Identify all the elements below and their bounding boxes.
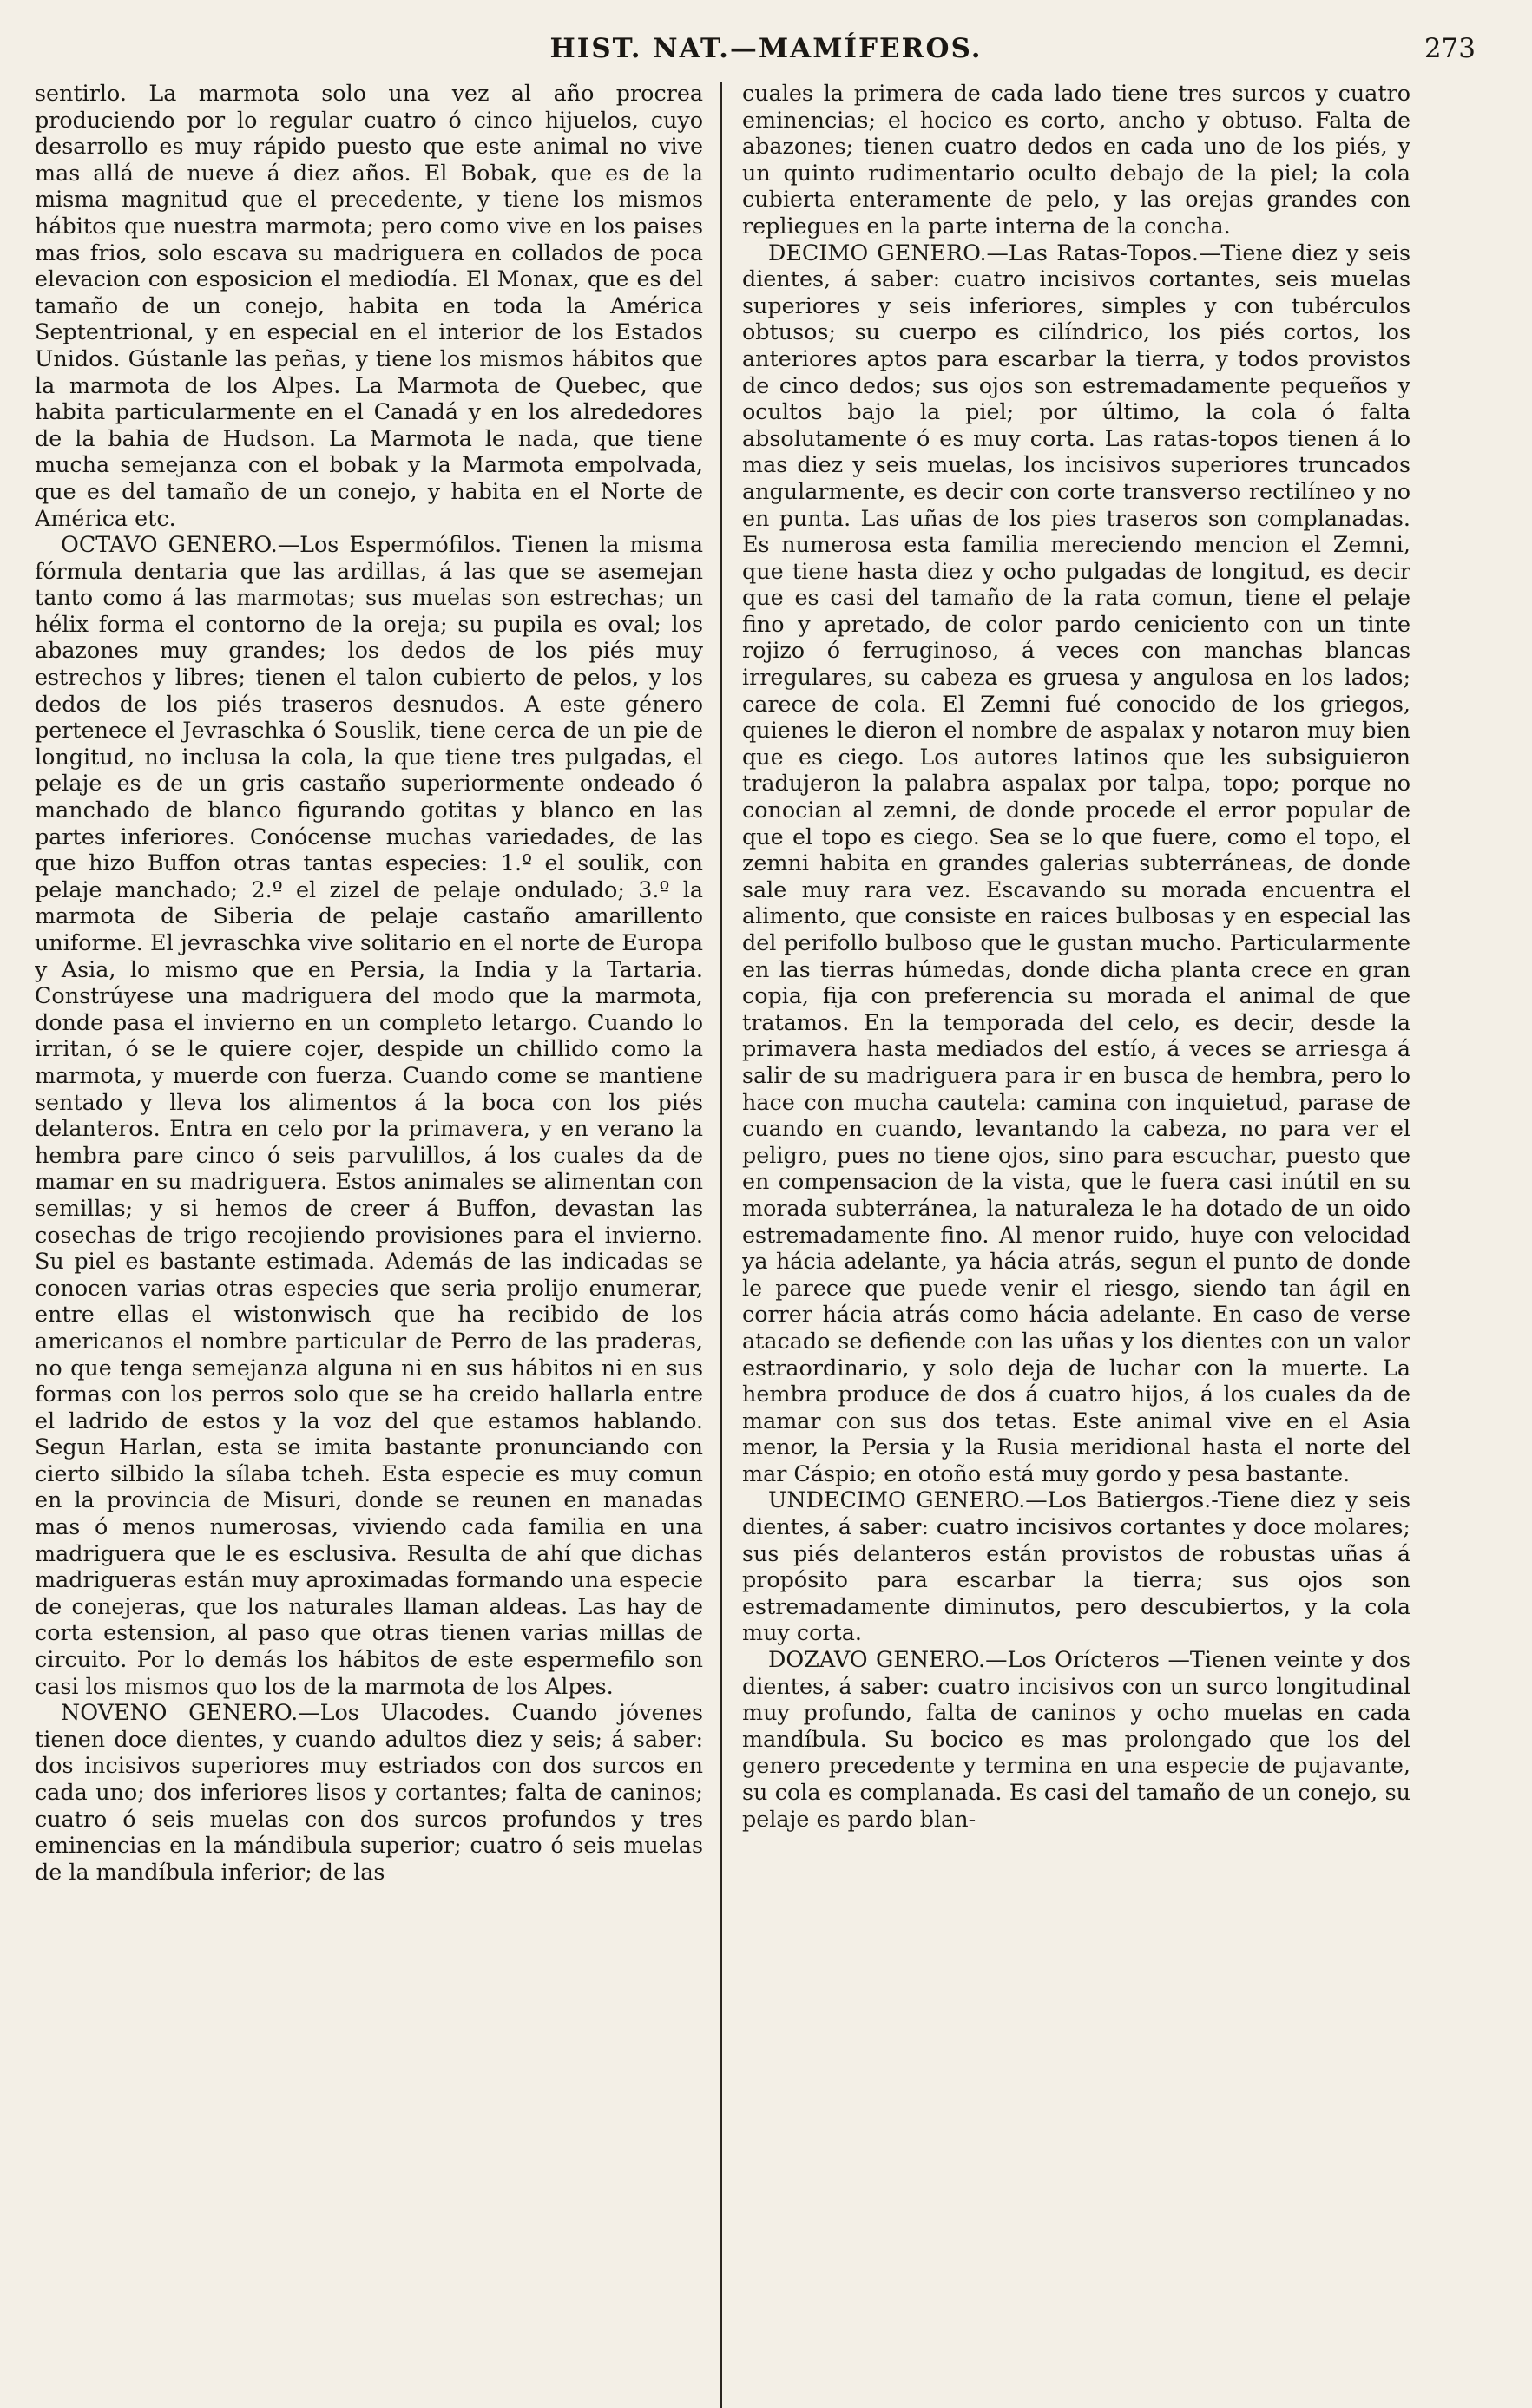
page-header (0, 33, 1532, 85)
paragraph-undecimo-genero: UNDECIMO GENERO.—Los Batiergos.-Tiene diez y seis dientes, á saber: cuatro incisivos cortantes y doce molares; sus piés delanteros están provistos de robustas uñas á propósito para escarbar la tierra; sus ojos son estremadamente diminutos, pero descubiertos, y la cola muy corta. (742, 1486, 1410, 1646)
paragraph-marmota-continued: sentirlo. La marmota solo una vez al año procrea produciendo por lo regular cuatro ó cinco hijuelos, cuyo desarrollo es muy rápido puesto que este animal no vive mas allá de nueve á diez años. El Bobak, que es de la misma magnitud que el precedente, y tiene los mismos hábitos que nuestra marmota; pero como vive en los paises mas frios, solo escava su madriguera en collados de poca elevacion con esposicion el mediodía. El Monax, que es del tamaño de un conejo, habita en toda la América Septentrional, y en especial en el interior de los Estados Unidos. Gústanle las peñas, y tiene los mismos hábitos que la marmota de los Alpes. La Marmota de Quebec, que habita particularmente en el Canadá y en los alrededores de la bahia de Hudson. La Marmota le nada, que tiene mucha semejanza con el bobak y la Marmota empolvada, que es del tamaño de un conejo, y habita en el Norte de América etc. (35, 80, 703, 531)
running-title: HIST. NAT.—MAMÍFEROS. (549, 33, 983, 64)
page-number: 273 (1424, 33, 1476, 64)
paragraph-decimo-genero: DECIMO GENERO.—Las Ratas-Topos.—Tiene diez y seis dientes, á saber: cuatro incisivos cortantes, seis muelas superiores y seis inferiores, simples y con tubérculos obtusos; su cuerpo es cilíndrico, los piés cortos, los anteriores aptos para escarbar la tierra, y todos provistos de cinco dedos; sus ojos son estremadamente pequeños y ocultos bajo la piel; por último, la cola ó falta absolutamente ó es muy corta. Las ratas-topos tienen á lo mas diez y seis muelas, los incisivos superiores truncados angularmente, es decir con corte transverso rectilíneo y no en punta. Las uñas de los pies traseros son complanadas. Es numerosa esta familia mereciendo mencion el Zemni, que tiene hasta diez y ocho pulgadas de longitud, es decir que es casi del tamaño de la rata comun, tiene el pelaje fino y apretado, de color pardo ceniciento con un tinte rojizo ó ferruginoso, á veces con manchas blancas irregulares, su cabeza es gruesa y angulosa en los lados; carece de cola. El Zemni fué conocido de los griegos, quienes le dieron el nombre de aspalax y notaron muy bien que es ciego. Los autores latinos que les subsiguieron tradujeron la palabra aspalax por talpa, topo; porque no conocian al zemni, de donde procede el error popular de que el topo es ciego. Sea se lo que fuere, como el topo, el zemni habita en grandes galerias subterráneas, de donde sale muy rara vez. Escavando su morada encuentra el alimento, que consiste en raices bulbosas y en especial las del perifollo bulboso que le gustan mucho. Particularmente en las tierras húmedas, donde dicha planta crece en gran copia, fija con preferencia su morada el animal de que tratamos. En la temporada del celo, es decir, desde la primavera hasta mediados del estío, á veces se arriesga á salir de su madriguera para ir en busca de hembra, pero lo hace con mucha cautela: camina con inquietud, parase de cuando en cuando, levantando la cabeza, no para ver el peligro, pues no tiene ojos, sino para escuchar, puesto que en compensacion de la vista, que le fuera casi inútil en su morada subterránea, la naturaleza le ha dotado de un oido estremadamente fino. Al menor ruido, huye con velocidad ya hácia adelante, ya hácia atrás, segun el punto de donde le parece que puede venir el riesgo, siendo tan ágil en correr hácia atrás como hácia adelante. En caso de verse atacado se defiende con las uñas y los dientes con un valor estraordinario, y solo deja de luchar con la muerte. La hembra produce de dos á cuatro hijos, á los cuales da de mamar con sus dos tetas. Este animal vive en el Asia menor, la Persia y la Rusia meridional hasta el norte del mar Cáspio; en otoño está muy gordo y pesa bastante. (742, 239, 1410, 1486)
paragraph-dozavo-genero: DOZAVO GENERO.—Los Orícteros —Tienen veinte y dos dientes, á saber: cuatro incisivos con un surco longitudinal muy profundo, falta de caninos y ocho muelas en cada mandíbula. Su bocico es mas prolongado que los del genero precedente y termina en una especie de pujavante, su cola es complanada. Es casi del tamaño de un conejo, su pelaje es pardo blan- (742, 1646, 1410, 1832)
paragraph-ulacodes-continued: cuales la primera de cada lado tiene tres surcos y cuatro eminencias; el hocico es corto, ancho y obtuso. Falta de abazones; tienen cuatro dedos en cada uno de los piés, y un quinto rudimentario oculto debajo de la piel; la cola cubierta enteramente de pelo, y las orejas grandes con repliegues en la parte interna de la concha. (742, 80, 1410, 239)
paragraph-noveno-genero: NOVENO GENERO.—Los Ulacodes. Cuando jóvenes tienen doce dientes, y cuando adultos diez y seis; á saber: dos incisivos superiores muy estriados con dos surcos en cada uno; dos inferiores lisos y cortantes; falta de caninos; cuatro ó seis muelas con dos surcos profundos y tres eminencias en la mándibula superior; cuatro ó seis muelas de la mandíbula inferior; de las (35, 1699, 703, 1885)
paragraph-octavo-genero: OCTAVO GENERO.—Los Espermófilos. Tienen la misma fórmula dentaria que las ardillas, á las que se asemejan tanto como á las marmotas; sus muelas son estrechas; un hélix forma el contorno de la oreja; su pupila es oval; los abazones muy grandes; los dedos de los piés muy estrechos y libres; tienen el talon cubierto de pelos, y los dedos de los piés traseros desnudos. A este género pertenece el Jevraschka ó Souslik, tiene cerca de un pie de longitud, no inclusa la cola, la que tiene tres pulgadas, el pelaje es de un gris castaño superiormente ondeado ó manchado de blanco figurando gotitas y blanco en las partes inferiores. Conócense muchas variedades, de las que hizo Buffon otras tantas especies: 1.º el soulik, con pelaje manchado; 2.º el zizel de pelaje ondulado; 3.º la marmota de Siberia de pelaje castaño amarillento uniforme. El jevraschka vive solitario en el norte de Europa y Asia, lo mismo que en Persia, la India y la Tartaria. Constrúyese una madriguera del modo que la marmota, donde pasa el invierno en un completo letargo. Cuando lo irritan, ó se le quiere cojer, despide un chillido como la marmota, y muerde con fuerza. Cuando come se mantiene sentado y lleva los alimentos á la boca con los piés delanteros. Entra en celo por la primavera, y en verano la hembra pare cinco ó seis parvulillos, á los cuales da de mamar en su madriguera. Estos animales se alimentan con semillas; y si hemos de creer á Buffon, devastan las cosechas de trigo recojiendo provisiones para el invierno. Su piel es bastante estimada. Además de las indicadas se conocen varias otras especies que seria prolijo enumerar, entre ellas el wistonwisch que ha recibido de los americanos el nombre particular de Perro de las praderas, no que tenga semejanza alguna ni en sus hábitos ni en sus formas con los perros solo que se ha creido hallarla entre el ladrido de estos y la voz del que estamos hablando. Segun Harlan, esta se imita bastante pronunciando con cierto silbido la sílaba tcheh. Esta especie es muy comun en la provincia de Misuri, donde se reunen en manadas mas ó menos numerosas, viviendo cada familia en una madriguera que le es esclusiva. Resulta de ahí que dichas madrigueras están muy aproximadas formando una especie de conejeras, que los naturales llaman aldeas. Las hay de corta estension, al paso que otras tienen varias millas de circuito. Por lo demás los hábitos de este espermefilo son casi los mismos quo los de la marmota de los Alpes. (35, 531, 703, 1699)
column-divider (720, 82, 722, 2408)
left-column (35, 80, 703, 2384)
right-column (742, 80, 1410, 2384)
